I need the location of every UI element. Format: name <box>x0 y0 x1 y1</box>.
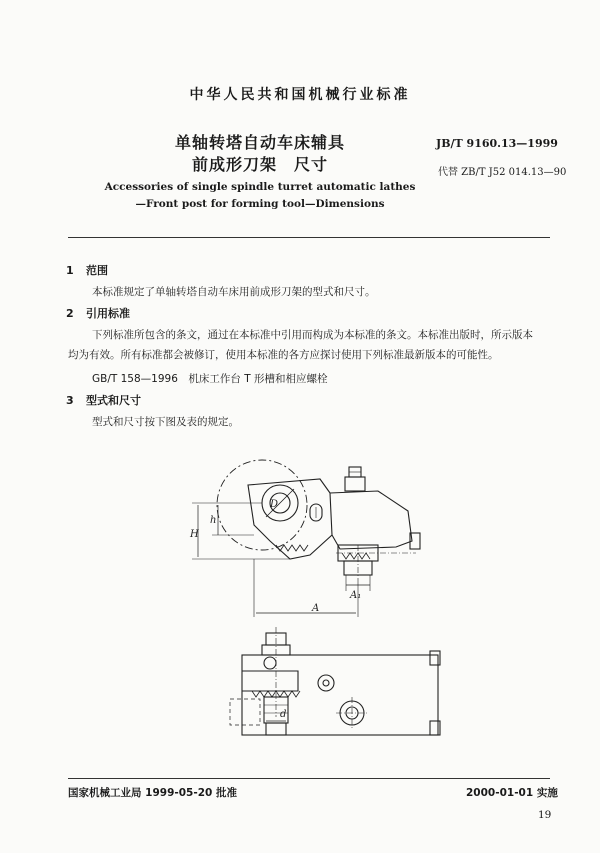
small-knob-inner <box>323 680 329 686</box>
section-number: 2 <box>66 307 74 320</box>
label-h: h <box>210 515 217 526</box>
section-2-heading <box>66 305 130 321</box>
lower-view <box>230 627 440 735</box>
title-chinese-line2: 前成形刀架 尺寸 <box>191 155 328 174</box>
title-chinese-line1: 单轴转塔自动车床辅具 <box>174 133 345 152</box>
small-knob <box>318 675 334 691</box>
footer-divider <box>68 778 550 779</box>
section-number: 3 <box>66 394 74 407</box>
lower-arm <box>242 671 298 691</box>
front-post-technical-drawing <box>170 455 450 755</box>
referenced-standard-item: GB/T 158—1996 机床工作台 T 形槽和相应螺栓 <box>92 373 328 385</box>
label-A: A <box>312 603 320 614</box>
replaces-standard: 代替 ZB/T J52 014.13—90 <box>438 167 567 178</box>
approval-note: 国家机械工业局 1999-05-20 批准 <box>68 787 237 799</box>
header-divider <box>68 237 550 238</box>
label-A1: A₁ <box>350 590 362 601</box>
implementation-date: 2000-01-01 实施 <box>466 787 558 799</box>
label-d: d <box>280 709 287 720</box>
stud-end <box>266 723 286 735</box>
bolt-head <box>345 477 365 491</box>
issuing-organization: 中华人民共和国机械行业标准 <box>189 87 411 103</box>
upper-view <box>192 460 420 617</box>
section-number: 1 <box>66 264 74 277</box>
t-bolt-serration <box>342 553 370 559</box>
clamp-block <box>330 491 412 549</box>
hidden-outline <box>230 699 260 725</box>
arm-body <box>248 479 332 559</box>
title-english-line1: Accessories of single spindle turret automatic lathes <box>104 181 416 193</box>
reference-paragraph-line1: 下列标准所包含的条文，通过在本标准中引用而构成为本标准的条文。本标准出版时，所示版本 <box>92 329 533 341</box>
section-1-heading <box>66 262 108 278</box>
label-D: D <box>270 499 279 510</box>
title-english-line2: —Front post for forming tool—Dimensions <box>135 198 385 210</box>
section-3-heading <box>66 392 141 408</box>
scope-paragraph: 本标准规定了单轴转塔自动车床用前成形刀架的型式和尺寸。 <box>92 286 376 298</box>
reference-paragraph-line2: 均为有效。所有标准都会被修订，使用本标准的各方应探讨使用下列标准最新版本的可能性。 <box>68 349 499 361</box>
form-paragraph: 型式和尺寸按下图及表的规定。 <box>92 416 239 428</box>
arm-pin <box>264 657 276 669</box>
section-title: 型式和尺寸 <box>86 394 141 407</box>
section-title: 引用标准 <box>86 307 130 320</box>
standard-number: JB/T 9160.13—1999 <box>436 137 558 150</box>
label-H: H <box>190 529 199 540</box>
section-title: 范围 <box>86 264 108 277</box>
page-number: 19 <box>538 809 552 821</box>
